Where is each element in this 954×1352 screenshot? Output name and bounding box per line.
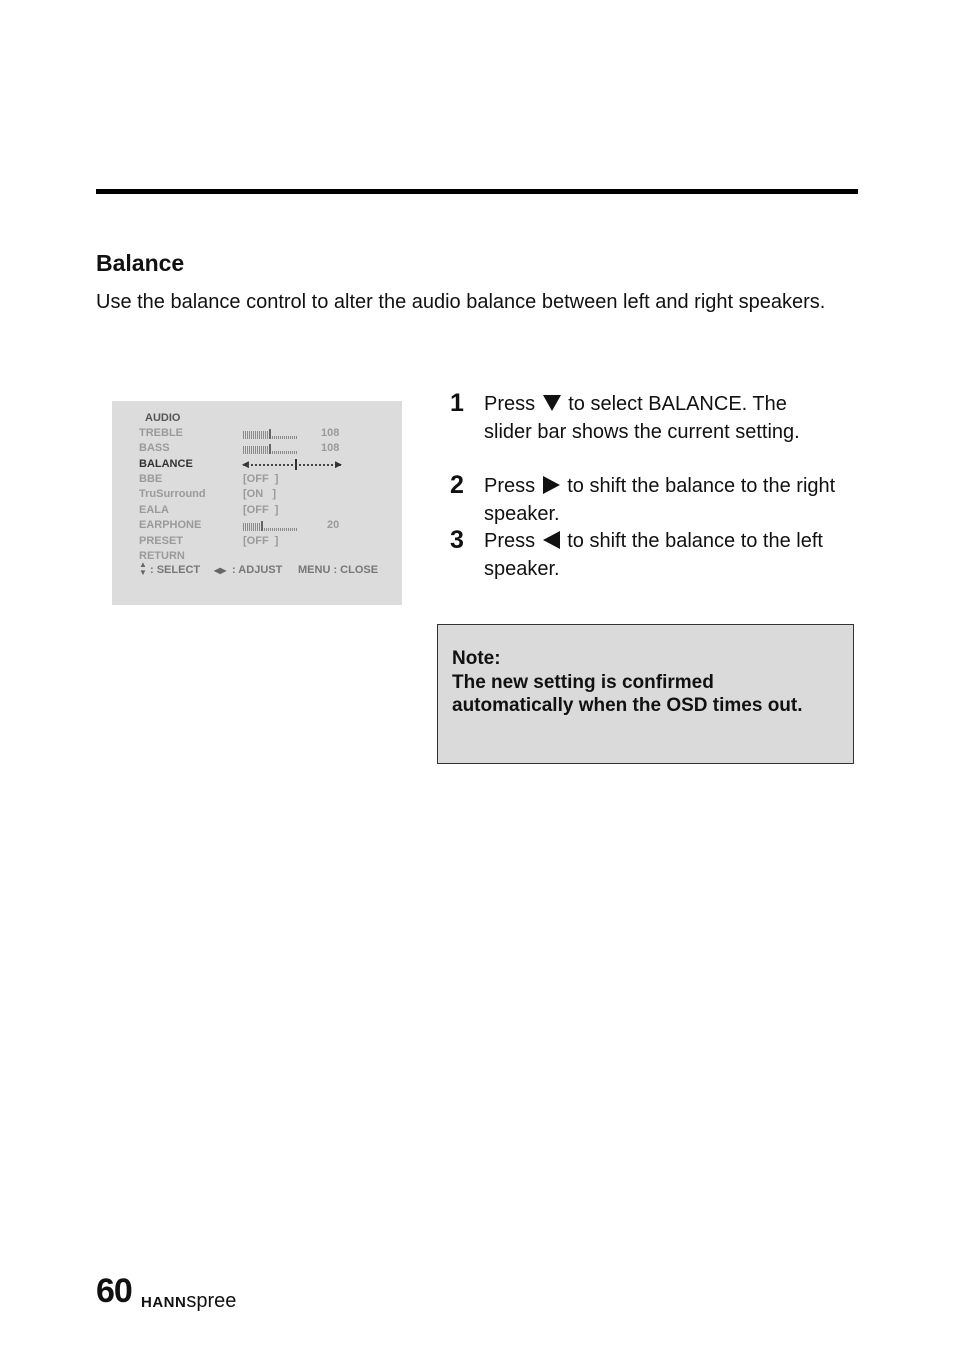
intro-paragraph: Use the balance control to alter the audio balance between left and right speakers. <box>96 291 826 313</box>
step-text-after: to shift the balance to the left speaker. <box>484 530 823 580</box>
osd-row-label: PRESET <box>139 535 184 547</box>
osd-row-value: ON <box>246 488 264 500</box>
step-text-before: Press <box>484 393 536 415</box>
up-down-arrow-icon: ▲ ▼ <box>139 560 147 577</box>
bass-level-bar <box>243 445 297 454</box>
osd-row-label: TREBLE <box>139 427 183 439</box>
note-body: The new setting is confirmed automatically when the OSD times out. <box>452 672 803 716</box>
osd-row-value: OFF <box>246 504 269 516</box>
step-text <box>484 391 840 446</box>
step-text-after: to select BALANCE. The slider bar shows the current setting. <box>484 393 800 443</box>
osd-option-bracket: [OFF ] <box>243 473 279 485</box>
step-text <box>484 528 840 583</box>
step-text-after: to shift the balance to the right speaker. <box>484 475 836 525</box>
osd-row-value: 20 <box>327 519 340 531</box>
right-triangle-icon <box>543 476 560 494</box>
osd-option-bracket: [OFF ] <box>243 535 279 547</box>
osd-row-label: TruSurround <box>139 488 206 500</box>
osd-row-value: OFF <box>246 535 269 547</box>
treble-level-bar <box>243 430 297 439</box>
earphone-level-bar <box>243 522 297 531</box>
note-box <box>437 624 854 764</box>
right-arrow-icon: ▶ <box>335 459 342 469</box>
left-arrow-icon: ◀ <box>242 459 249 469</box>
step-number: 2 <box>450 471 464 499</box>
brand-light: spree <box>186 1290 237 1312</box>
down-triangle-icon <box>543 395 561 411</box>
top-rule <box>96 189 858 194</box>
balance-slider <box>243 464 341 467</box>
osd-row-label-selected: BALANCE <box>139 458 193 470</box>
osd-option-bracket: [OFF ] <box>243 504 279 516</box>
osd-row-label: BASS <box>139 442 170 454</box>
osd-row-value: OFF <box>246 473 269 485</box>
balance-slider-marker <box>295 459 297 470</box>
step-text <box>484 473 840 528</box>
osd-adjust-hint: : ADJUST <box>232 564 283 576</box>
osd-row-label: EARPHONE <box>139 519 202 531</box>
brand-logo <box>141 1290 236 1313</box>
step-text-before: Press <box>484 530 536 552</box>
osd-menu-hint: MENU : CLOSE <box>298 564 379 576</box>
note-heading: Note: <box>452 648 501 669</box>
left-right-arrow-icon: ◀▶ <box>214 566 227 575</box>
osd-select-hint: : SELECT <box>150 564 201 576</box>
osd-row-value: 108 <box>321 427 340 439</box>
osd-row-value: 108 <box>321 442 340 454</box>
brand-bold: HANN <box>141 1294 187 1311</box>
step-number: 1 <box>450 389 464 417</box>
osd-title: AUDIO <box>145 412 181 424</box>
step-text-before: Press <box>484 475 536 497</box>
section-title: Balance <box>96 250 185 276</box>
osd-row-label: BBE <box>139 473 163 485</box>
page-number: 60 <box>96 1272 132 1310</box>
osd-row-label: EALA <box>139 504 169 516</box>
osd-row-label: RETURN <box>139 550 185 562</box>
osd-option-bracket: [ON ] <box>243 488 277 500</box>
osd-audio-menu <box>112 401 402 605</box>
left-triangle-icon <box>543 531 560 549</box>
step-number: 3 <box>450 526 464 554</box>
